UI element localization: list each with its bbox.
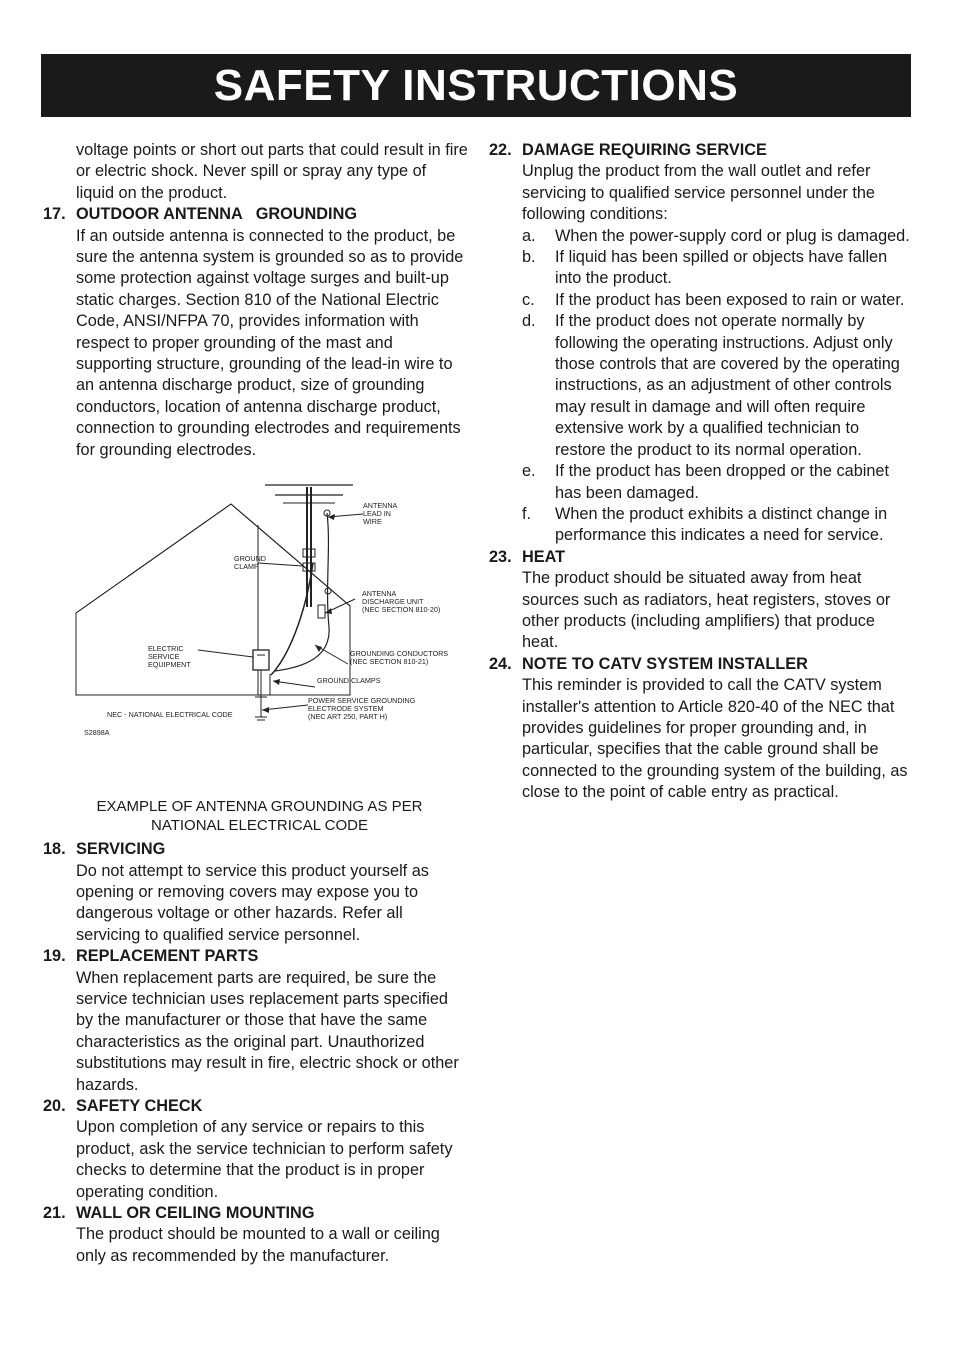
- diagram-caption: EXAMPLE OF ANTENNA GROUNDING AS PER NATIONAL ELECTRICAL CODE: [96, 798, 423, 835]
- section-18-body: Do not attempt to service this product yourself as opening or removing covers may expose you to dangerous voltage or other hazards. Refer all servicing to qualified service personnel.: [76, 861, 429, 944]
- label-nec-note: NEC - NATIONAL ELECTRICAL CODE: [107, 710, 233, 720]
- section-22-heading: 22. DAMAGE REQUIRING SERVICE: [489, 141, 767, 159]
- label-antenna-lead: ANTENNA LEAD IN WIRE: [363, 501, 398, 527]
- page-title: SAFETY INSTRUCTIONS: [41, 54, 911, 117]
- list-item: e. If the product has been dropped or the cabinet has been damaged.: [522, 462, 890, 502]
- label-discharge-unit: ANTENNA DISCHARGE UNIT (NEC SECTION 810-20): [362, 589, 441, 615]
- section-23-heading: 23. HEAT: [489, 547, 566, 566]
- section-18-heading: 18. SERVICING: [43, 840, 166, 859]
- antenna-grounding-diagram: [43, 467, 468, 797]
- left-column: [43, 140, 468, 1267]
- section-22-body: Unplug the product from the wall outlet and refer servicing to qualified service personnel under the following conditions:: [522, 162, 875, 224]
- section-title: OUTDOOR ANTENNA GROUNDING: [76, 205, 357, 224]
- section-24-heading: 24. NOTE TO CATV SYSTEM INSTALLER: [489, 654, 808, 673]
- section-24-body: This reminder is provided to call the CATV system installer's attention to Article 820-40 of the NEC that provides guidelines for proper grounding and, in particular, specifies that the cable ground shall be connected to the grounding system of the building, as close to the point of cable entry as practical.: [522, 676, 908, 802]
- label-ground-clamps: GROUND CLAMPS: [317, 676, 381, 686]
- right-column: [489, 140, 914, 804]
- section-20-body: Upon completion of any service or repairs to this product, ask the service technician to perform safety checks to determine that the product is in proper operating condition.: [76, 1118, 453, 1201]
- section-17-body: If an outside antenna is connected to the product, be sure the antenna system is grounded so as to provide some protection against voltage surges and built-up static charges. Section 810 of the National Electric Code, ANSI/NFPA 70, provides information with respect to proper grounding of the mast and supporting structure, grounding of the lead-in wire to an antenna discharge product, size of grounding conductors, location of antenna discharge product, connection to grounding electrodes and requirements for grounding electrodes.: [76, 226, 464, 459]
- diagram-code: S2898A: [84, 728, 110, 738]
- label-ground-clamp: GROUND CLAMP: [234, 554, 266, 572]
- label-power-service: POWER SERVICE GROUNDING ELECTRODE SYSTEM (NEC ART 250, PART H): [308, 696, 416, 722]
- section-17-heading: [43, 204, 468, 225]
- section-21-body: The product should be mounted to a wall or ceiling only as recommended by the manufacturer.: [76, 1225, 440, 1265]
- continued-text: voltage points or short out parts that could result in fire or electric shock. Never spill or spray any type of liquid on the product.: [76, 141, 468, 202]
- section-20-heading: 20. SAFETY CHECK: [43, 1096, 203, 1115]
- section-21-heading: 21. WALL OR CEILING MOUNTING: [43, 1204, 315, 1222]
- list-item: d. If the product does not operate normally by following the operating instructions. Adjust only those controls that are covered by the operating instructions, as an adjustment of other controls may result in damage and will often require extensive work by a qualified technician to restore the product to its normal operation.: [522, 312, 900, 459]
- list-item: b. If liquid has been spilled or objects have fallen into the product.: [522, 248, 888, 288]
- section-number: 17.: [43, 205, 66, 224]
- section-19-body: When replacement parts are required, be sure the service technician uses replacement parts specified by the manufacturer or those that have the same characteristics as the original part. Unauthorized substitutions may result in fire, electric shock or other hazards.: [76, 968, 459, 1094]
- list-item: c. If the product has been exposed to rain or water.: [522, 290, 905, 309]
- list-item: a. When the power-supply cord or plug is damaged.: [522, 226, 910, 245]
- label-electric-service: ELECTRIC SERVICE EQUIPMENT: [148, 644, 191, 670]
- section-19-heading: 19. REPLACEMENT PARTS: [43, 947, 259, 966]
- label-grounding-conductors: GROUNDING CONDUCTORS (NEC SECTION 810-21): [350, 649, 449, 667]
- list-item: f. When the product exhibits a distinct change in performance this indicates a need for service.: [522, 504, 888, 545]
- section-23-body: The product should be situated away from heat sources such as radiators, heat registers, stoves or other products (including amplifiers) that produce heat.: [522, 569, 891, 652]
